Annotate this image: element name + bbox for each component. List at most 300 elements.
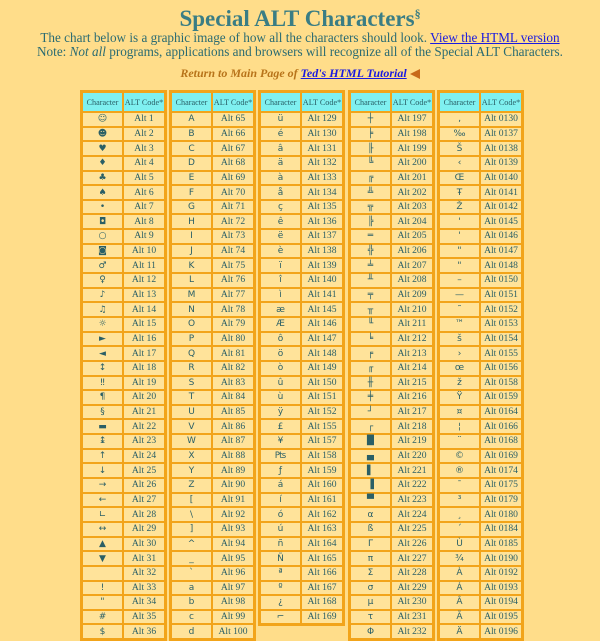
- table-row: [171, 537, 254, 552]
- character-cell: ": [439, 258, 480, 273]
- alt-code-cell: Alt 88: [212, 449, 254, 464]
- character-cell: ₧: [260, 449, 301, 464]
- table-row: [350, 141, 433, 156]
- character-cell: ù: [260, 390, 301, 405]
- character-cell: L: [171, 273, 212, 288]
- table-row: [350, 244, 433, 259]
- alt-code-cell: Alt 0140: [480, 171, 522, 186]
- table-row: [350, 405, 433, 420]
- table-row: [350, 332, 433, 347]
- character-cell: ¥: [260, 434, 301, 449]
- table-row: [260, 332, 343, 347]
- character-cell: À: [439, 566, 480, 581]
- character-cell: ♪: [82, 288, 123, 303]
- table-row: [350, 434, 433, 449]
- character-cell: R: [171, 361, 212, 376]
- table-row: [171, 317, 254, 332]
- alt-code-cell: Alt 0130: [480, 112, 522, 127]
- character-cell: ó: [260, 507, 301, 522]
- alt-code-cell: Alt 86: [212, 419, 254, 434]
- character-cell: ╚: [350, 156, 391, 171]
- character-cell: M: [171, 288, 212, 303]
- table-row: [260, 390, 343, 405]
- table-row: [82, 566, 165, 581]
- character-cell: ↨: [82, 434, 123, 449]
- character-cell: ò: [260, 361, 301, 376]
- table-row: [439, 185, 522, 200]
- alt-code-cell: Alt 25: [123, 463, 165, 478]
- character-cell: ¿: [260, 595, 301, 610]
- character-cell: H: [171, 214, 212, 229]
- table-row: [260, 493, 343, 508]
- character-cell: ": [82, 595, 123, 610]
- table-row: [171, 507, 254, 522]
- note-lead: Note:: [37, 44, 67, 59]
- character-cell: ←: [82, 493, 123, 508]
- alt-code-cell: Alt 21: [123, 405, 165, 420]
- alt-code-cell: Alt 206: [391, 244, 433, 259]
- table-row: [350, 522, 433, 537]
- character-cell: ›: [439, 346, 480, 361]
- alt-code-cell: Alt 11: [123, 258, 165, 273]
- character-cell: Ŧ: [439, 185, 480, 200]
- character-cell: §: [82, 405, 123, 420]
- character-cell: B: [171, 127, 212, 142]
- alt-code-cell: Alt 100: [212, 624, 254, 639]
- character-cell: ↓: [82, 463, 123, 478]
- table-row: [82, 185, 165, 200]
- alt-code-cell: Alt 6: [123, 185, 165, 200]
- character-cell: ☼: [82, 317, 123, 332]
- table-row: [260, 244, 343, 259]
- character-cell: ‚: [439, 112, 480, 127]
- table-row: [350, 537, 433, 552]
- table-header-character: Character: [82, 92, 123, 112]
- alt-code-cell: Alt 97: [212, 581, 254, 596]
- alt-code-cell: Alt 15: [123, 317, 165, 332]
- character-cell: ¾: [439, 551, 480, 566]
- alt-code-cell: Alt 92: [212, 507, 254, 522]
- alt-code-cell: Alt 0153: [480, 317, 522, 332]
- alt-code-cell: Alt 230: [391, 595, 433, 610]
- character-cell: F: [171, 185, 212, 200]
- table-row: [171, 419, 254, 434]
- alt-code-cell: Alt 130: [301, 127, 343, 142]
- alt-code-cell: Alt 0194: [480, 595, 522, 610]
- character-cell: ¯: [439, 478, 480, 493]
- alt-code-cell: Alt 96: [212, 566, 254, 581]
- table-header-code: ALT Code*: [480, 92, 522, 112]
- table-row: [350, 610, 433, 625]
- table-row: [171, 405, 254, 420]
- character-cell: ⌐: [260, 610, 301, 625]
- alt-code-cell: Alt 0147: [480, 244, 522, 259]
- character-cell: ┌: [350, 419, 391, 434]
- table-row: [171, 390, 254, 405]
- alt-code-cell: Alt 0196: [480, 624, 522, 639]
- character-cell: Œ: [439, 171, 480, 186]
- alt-code-cell: Alt 0158: [480, 376, 522, 391]
- table-row: [171, 288, 254, 303]
- alt-code-cell: Alt 135: [301, 200, 343, 215]
- alt-code-cell: Alt 202: [391, 185, 433, 200]
- table-row: [82, 551, 165, 566]
- back-arrow-icon: [410, 69, 420, 79]
- character-cell: ☺: [82, 112, 123, 127]
- table-row: [439, 566, 522, 581]
- table-row: [171, 112, 254, 127]
- alt-code-cell: Alt 146: [301, 317, 343, 332]
- alt-code-cell: Alt 200: [391, 156, 433, 171]
- intro-line1: The chart below is a graphic image of how all the characters should look.: [40, 30, 428, 45]
- character-cell: α: [350, 507, 391, 522]
- character-cell: ': [439, 214, 480, 229]
- alt-code-cell: Alt 1: [123, 112, 165, 127]
- table-row: [82, 288, 165, 303]
- table-row: [350, 581, 433, 596]
- alt-code-cell: Alt 71: [212, 200, 254, 215]
- alt-code-cell: Alt 229: [391, 581, 433, 596]
- table-row: [439, 244, 522, 259]
- character-cell: ♂: [82, 258, 123, 273]
- alt-table-4: [348, 90, 435, 641]
- table-row: [439, 288, 522, 303]
- alt-table-2: [169, 90, 256, 641]
- character-cell: N: [171, 302, 212, 317]
- table-row: [82, 493, 165, 508]
- table-row: [82, 127, 165, 142]
- alt-code-cell: Alt 70: [212, 185, 254, 200]
- alt-code-cell: Alt 9: [123, 229, 165, 244]
- alt-code-cell: Alt 2: [123, 127, 165, 142]
- alt-code-cell: Alt 77: [212, 288, 254, 303]
- table-row: [350, 229, 433, 244]
- table-row: [350, 419, 433, 434]
- alt-code-cell: Alt 223: [391, 493, 433, 508]
- character-cell: ☻: [82, 127, 123, 142]
- table-row: [82, 522, 165, 537]
- alt-code-cell: Alt 160: [301, 478, 343, 493]
- alt-code-cell: Alt 131: [301, 141, 343, 156]
- alt-code-cell: Alt 23: [123, 434, 165, 449]
- table-row: [350, 493, 433, 508]
- alt-code-cell: Alt 17: [123, 346, 165, 361]
- table-row: [350, 346, 433, 361]
- character-cell: ►: [82, 332, 123, 347]
- character-cell: ‰: [439, 127, 480, 142]
- alt-code-cell: Alt 65: [212, 112, 254, 127]
- character-cell: d: [171, 624, 212, 639]
- table-row: [350, 566, 433, 581]
- alt-code-cell: Alt 157: [301, 434, 343, 449]
- character-cell: !: [82, 581, 123, 596]
- table-row: [171, 141, 254, 156]
- table-row: [439, 376, 522, 391]
- table-row: [171, 493, 254, 508]
- table-row: [260, 419, 343, 434]
- table-row: [350, 156, 433, 171]
- character-cell: ©: [439, 449, 480, 464]
- table-row: [171, 171, 254, 186]
- table-row: [350, 624, 433, 639]
- character-cell: ¨: [439, 434, 480, 449]
- table-header-code: ALT Code*: [391, 92, 433, 112]
- character-cell: ╩: [350, 185, 391, 200]
- alt-code-cell: Alt 87: [212, 434, 254, 449]
- alt-code-cell: Alt 14: [123, 302, 165, 317]
- character-cell: ╥: [350, 302, 391, 317]
- character-cell: ╪: [350, 390, 391, 405]
- alt-code-cell: Alt 67: [212, 141, 254, 156]
- alt-code-cell: Alt 165: [301, 551, 343, 566]
- alt-code-cell: Alt 68: [212, 156, 254, 171]
- character-cell: ╫: [350, 376, 391, 391]
- character-cell: ˜: [439, 302, 480, 317]
- table-row: [439, 581, 522, 596]
- character-cell: ▲: [82, 537, 123, 552]
- character-cell: \: [171, 507, 212, 522]
- table-row: [260, 127, 343, 142]
- alt-code-cell: Alt 0156: [480, 361, 522, 376]
- alt-code-cell: Alt 72: [212, 214, 254, 229]
- table-row: [439, 463, 522, 478]
- alt-code-cell: Alt 222: [391, 478, 433, 493]
- character-cell: ╟: [350, 141, 391, 156]
- table-row: [82, 405, 165, 420]
- alt-code-cell: Alt 90: [212, 478, 254, 493]
- table-row: [82, 463, 165, 478]
- intro-text: [0, 31, 600, 59]
- alt-code-cell: Alt 226: [391, 537, 433, 552]
- character-cell: T: [171, 390, 212, 405]
- table-row: [439, 405, 522, 420]
- character-cell: ö: [260, 346, 301, 361]
- alt-code-cell: Alt 66: [212, 127, 254, 142]
- character-cell: ▄: [350, 449, 391, 464]
- alt-code-cell: Alt 0138: [480, 141, 522, 156]
- character-cell: ÿ: [260, 405, 301, 420]
- table-row: [439, 434, 522, 449]
- table-row: [439, 171, 522, 186]
- table-row: [82, 595, 165, 610]
- alt-code-cell: Alt 0139: [480, 156, 522, 171]
- table-row: [260, 405, 343, 420]
- table-row: [350, 258, 433, 273]
- table-row: [350, 376, 433, 391]
- table-row: [171, 302, 254, 317]
- alt-code-cell: Alt 27: [123, 493, 165, 508]
- character-cell: D: [171, 156, 212, 171]
- character-cell: ∟: [82, 507, 123, 522]
- character-cell: K: [171, 258, 212, 273]
- alt-code-cell: Alt 217: [391, 405, 433, 420]
- character-cell: Æ: [260, 317, 301, 332]
- character-cell: ═: [350, 229, 391, 244]
- alt-code-cell: Alt 0185: [480, 537, 522, 552]
- character-cell: Á: [439, 581, 480, 596]
- alt-code-cell: Alt 164: [301, 537, 343, 552]
- alt-code-cell: Alt 0179: [480, 493, 522, 508]
- character-cell: I: [171, 229, 212, 244]
- character-cell: Z: [171, 478, 212, 493]
- character-cell: è: [260, 244, 301, 259]
- alt-code-cell: Alt 132: [301, 156, 343, 171]
- alt-code-cell: Alt 0166: [480, 419, 522, 434]
- table-row: [439, 141, 522, 156]
- character-cell: ª: [260, 566, 301, 581]
- table-header-character: Character: [171, 92, 212, 112]
- table-row: [82, 434, 165, 449]
- character-cell: á: [260, 478, 301, 493]
- table-header-character: Character: [260, 92, 301, 112]
- table-row: [350, 317, 433, 332]
- table-row: [350, 595, 433, 610]
- character-cell: å: [260, 185, 301, 200]
- alt-code-cell: Alt 69: [212, 171, 254, 186]
- table-row: [260, 566, 343, 581]
- table-row: [439, 478, 522, 493]
- alt-code-cell: Alt 198: [391, 127, 433, 142]
- alt-code-cell: Alt 167: [301, 581, 343, 596]
- character-cell: ╬: [350, 244, 391, 259]
- character-cell: ': [439, 229, 480, 244]
- table-row: [82, 214, 165, 229]
- character-cell: ¶: [82, 390, 123, 405]
- character-cell: ]: [171, 522, 212, 537]
- table-row: [260, 449, 343, 464]
- table-row: [439, 493, 522, 508]
- character-cell: a: [171, 581, 212, 596]
- table-row: [171, 478, 254, 493]
- alt-code-cell: Alt 214: [391, 361, 433, 376]
- alt-code-cell: Alt 24: [123, 449, 165, 464]
- alt-code-cell: Alt 158: [301, 449, 343, 464]
- table-row: [260, 185, 343, 200]
- table-row: [171, 127, 254, 142]
- alt-code-cell: Alt 81: [212, 346, 254, 361]
- alt-code-cell: Alt 228: [391, 566, 433, 581]
- alt-code-cell: Alt 168: [301, 595, 343, 610]
- table-row: [260, 229, 343, 244]
- alt-code-cell: Alt 74: [212, 244, 254, 259]
- alt-code-cell: Alt 231: [391, 610, 433, 625]
- character-cell: E: [171, 171, 212, 186]
- character-cell: ä: [260, 156, 301, 171]
- character-cell: ◘: [82, 214, 123, 229]
- character-cell: û: [260, 376, 301, 391]
- table-row: [82, 302, 165, 317]
- table-row: [171, 463, 254, 478]
- alt-code-cell: Alt 98: [212, 595, 254, 610]
- character-cell: █: [350, 434, 391, 449]
- character-cell: ╨: [350, 273, 391, 288]
- alt-code-cell: Alt 0155: [480, 346, 522, 361]
- alt-code-cell: Alt 203: [391, 200, 433, 215]
- alt-code-cell: Alt 31: [123, 551, 165, 566]
- main-page-link[interactable]: Ted's HTML Tutorial: [300, 66, 407, 80]
- return-prefix: Return to Main Page of: [180, 66, 298, 80]
- alt-code-cell: Alt 211: [391, 317, 433, 332]
- character-cell: ╦: [350, 200, 391, 215]
- character-cell: ì: [260, 288, 301, 303]
- table-row: [350, 273, 433, 288]
- table-row: [350, 478, 433, 493]
- character-cell: ♀: [82, 273, 123, 288]
- character-cell: Ñ: [260, 551, 301, 566]
- table-row: [350, 390, 433, 405]
- alt-code-cell: Alt 140: [301, 273, 343, 288]
- character-cell: ‼: [82, 376, 123, 391]
- character-cell: ♫: [82, 302, 123, 317]
- table-row: [82, 449, 165, 464]
- alt-code-cell: Alt 138: [301, 244, 343, 259]
- table-row: [171, 449, 254, 464]
- table-row: [260, 141, 343, 156]
- table-row: [260, 171, 343, 186]
- table-row: [439, 317, 522, 332]
- table-row: [82, 419, 165, 434]
- table-row: [171, 376, 254, 391]
- character-cell: [: [171, 493, 212, 508]
- alt-code-cell: Alt 34: [123, 595, 165, 610]
- character-cell: ^: [171, 537, 212, 552]
- character-cell: C: [171, 141, 212, 156]
- alt-code-cell: Alt 208: [391, 273, 433, 288]
- character-cell: ◄: [82, 346, 123, 361]
- character-cell: ♠: [82, 185, 123, 200]
- alt-code-cell: Alt 227: [391, 551, 433, 566]
- table-row: [439, 624, 522, 639]
- alt-code-cell: Alt 0168: [480, 434, 522, 449]
- character-cell: –: [439, 273, 480, 288]
- character-cell: í: [260, 493, 301, 508]
- table-row: [82, 244, 165, 259]
- character-cell: ▀: [350, 493, 391, 508]
- alt-code-cell: Alt 218: [391, 419, 433, 434]
- table-row: [350, 185, 433, 200]
- alt-code-cell: Alt 166: [301, 566, 343, 581]
- table-row: [82, 171, 165, 186]
- alt-code-cell: Alt 0145: [480, 214, 522, 229]
- alt-code-cell: Alt 18: [123, 361, 165, 376]
- character-cell: £: [260, 419, 301, 434]
- character-cell: S: [171, 376, 212, 391]
- character-cell: ®: [439, 463, 480, 478]
- alt-code-cell: Alt 76: [212, 273, 254, 288]
- alt-code-cell: Alt 207: [391, 258, 433, 273]
- alt-code-cell: Alt 163: [301, 522, 343, 537]
- alt-code-cell: Alt 0195: [480, 610, 522, 625]
- return-line: [0, 66, 600, 81]
- table-row: [350, 361, 433, 376]
- table-row: [439, 200, 522, 215]
- alt-code-cell: Alt 155: [301, 419, 343, 434]
- character-cell: ï: [260, 258, 301, 273]
- table-row: [82, 317, 165, 332]
- html-version-link[interactable]: View the HTML version: [430, 30, 560, 45]
- table-header-code: ALT Code*: [301, 92, 343, 112]
- alt-code-cell: Alt 78: [212, 302, 254, 317]
- alt-code-cell: Alt 137: [301, 229, 343, 244]
- alt-code-cell: Alt 0180: [480, 507, 522, 522]
- table-row: [439, 214, 522, 229]
- table-row: [439, 112, 522, 127]
- character-cell: º: [260, 581, 301, 596]
- alt-code-cell: Alt 147: [301, 332, 343, 347]
- character-cell: ╞: [350, 127, 391, 142]
- character-cell: æ: [260, 302, 301, 317]
- character-cell: ╓: [350, 361, 391, 376]
